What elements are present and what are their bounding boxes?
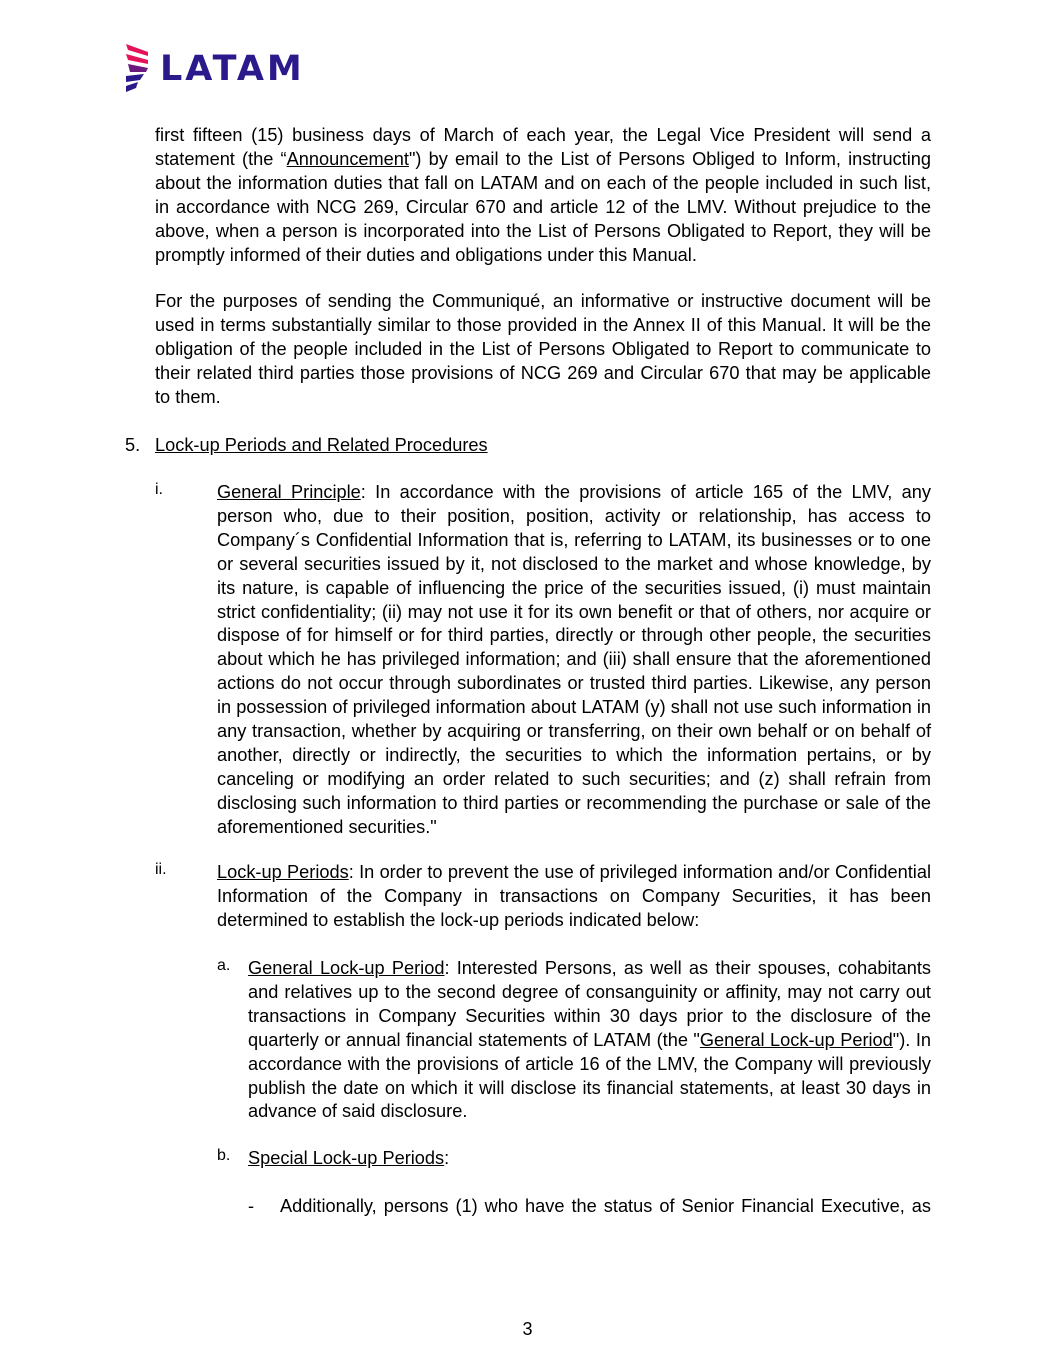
dash-list-item — [248, 1195, 931, 1219]
section-number: 5. — [125, 435, 141, 455]
paragraph-communique: For the purposes of sending the Communiqué, an informative or instructive document will be used in terms substantially similar to those provided in the Annex II of this Manual. It will be the obligation of the people included in the List of Persons Obligated to Report to communicate to their related third parties those provisions of NCG 269 and Circular 670 that may be applicable to them. — [155, 291, 931, 407]
item-text: : Interested Persons, as well as their spouses, cohabitants and relatives up to the second degree of consanguinity or affinity, may not carry out transactions in Company Securities within 30 days prior to the disclosure of the quarterly or annual financial statements of LATAM (the " — [248, 958, 931, 1050]
section-heading — [125, 433, 935, 457]
list-marker: ii. — [155, 861, 167, 878]
list-item-general-principle — [155, 481, 931, 840]
paragraph-text: first fifteen (15) business days of March of each year, the Legal Vice President will send a statement (the “ — [155, 125, 931, 169]
paragraph-announcement — [155, 124, 931, 267]
item-text: Additionally, persons (1) who have the status of Senior Financial Executive, as — [280, 1196, 931, 1216]
latam-logo-icon — [122, 42, 152, 96]
item-heading: Lock-up Periods — [217, 862, 349, 882]
item-text: "). In accordance with the provisions of article 16 of the LMV, the Company will previously publish the date on which it will disclose its financial statements, at least 30 days in advance of said disclosure. — [248, 1029, 931, 1122]
list-item-special-lockup — [217, 1147, 931, 1171]
item-heading: General Principle — [217, 482, 361, 502]
list-marker: b. — [217, 1147, 231, 1164]
list-item-lockup-periods — [155, 861, 931, 933]
latam-logo — [122, 42, 305, 96]
item-text: : In accordance with the provisions of article 165 of the LMV, any person who, due to their position, position, activity or relationship, has access to Company´s Confidential Information that is, referring to LATAM, its businesses or to one or several securities issued by it, not disclosed to the market and whose knowledge, by its nature, is capable of influencing the price of the securities issued, (i) must maintain strict confidentiality; (ii) may not use it for its own benefit or that of others, nor acquire or dispose of for himself or for third parties, directly or through other people, the securities about which he has privileged information; and (iii) shall ensure that the aforementioned actions do not occur through subordinates or trusted third parties. Likewise, any person in possession of privileged information about LATAM (y) shall not use such information in any transaction, whether by acquiring or transferring, on their own behalf or on behalf of another, directly or indirectly, the securities to which the information pertains, or by canceling or modifying an order related to such securities; and (z) shall refrain from disclosing such information to third parties or recommending the purchase or sale of the aforementioned securities." — [217, 482, 931, 837]
item-text: : In order to prevent the use of privileged information and/or Confidential Information of the Company in transactions on Company Securities, it has been determined to establish the lock-up periods indicated below: — [217, 862, 931, 930]
item-text: : — [444, 1148, 450, 1168]
paragraph-text: ") by email to the List of Persons Obliged to Inform, instructing about the information duties that fall on LATAM and on each of the people included in such list, in accordance with NCG 269, Circular 670 and article 12 of the LMV. Without prejudice to the above, when a person is incorporated into the List of Persons Obligated to Report, they will be promptly informed of their duties and obligations under this Manual. — [155, 148, 931, 265]
item-heading: Special Lock-up Periods — [248, 1148, 445, 1168]
item-heading: General Lock-up Period — [248, 958, 445, 978]
list-marker: i. — [155, 481, 163, 498]
defined-term: General Lock-up Period — [699, 1029, 893, 1050]
list-item-general-lockup — [217, 957, 931, 1124]
section-title: Lock-up Periods and Related Procedures — [155, 435, 488, 455]
dash-marker: - — [248, 1196, 255, 1216]
page-number: 3 — [522, 1319, 533, 1339]
announcement-term: Announcement — [286, 148, 409, 169]
list-marker: a. — [217, 957, 231, 974]
logo-wordmark: LATAM — [160, 48, 305, 89]
